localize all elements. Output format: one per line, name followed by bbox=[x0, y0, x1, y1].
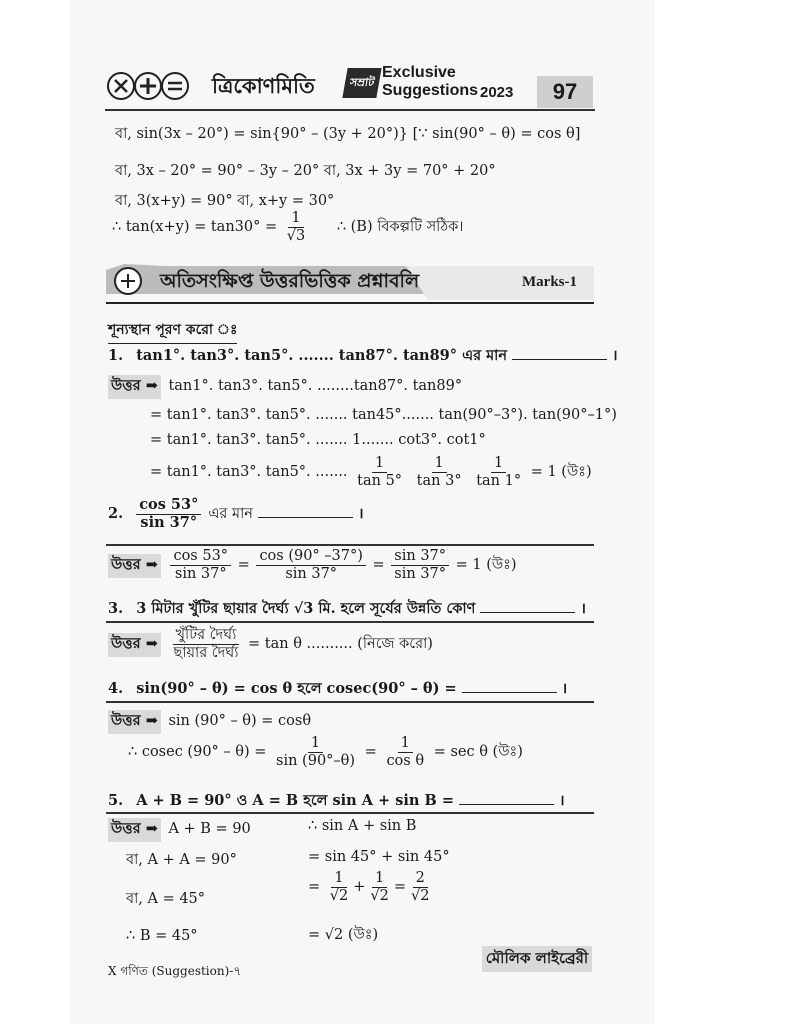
publisher-badge: মৌলিক লাইব্রেরী bbox=[482, 946, 592, 972]
fraction-1-over-root3 bbox=[284, 210, 308, 244]
frac-num: cos (90° –37°) bbox=[256, 548, 365, 566]
question-end: । bbox=[561, 680, 568, 697]
footer-left: X গণিত (Suggestion)-৭ bbox=[108, 964, 242, 978]
frac-den: √2 bbox=[329, 887, 349, 904]
answer-5-line-1 bbox=[108, 818, 251, 842]
question-end: । bbox=[358, 505, 364, 523]
question-number: 1. bbox=[108, 347, 124, 364]
answer-prefix: ∴ cosec (90° – θ) = bbox=[128, 744, 267, 761]
frac-num: 1 bbox=[372, 870, 387, 888]
answer-5-left-4: ∴ B = 45° bbox=[126, 928, 198, 944]
brand-badge: সম্রাট bbox=[342, 68, 381, 98]
answer-5-right-4: = √2 (উঃ) bbox=[308, 927, 379, 943]
frac-num: cos 53° bbox=[136, 497, 201, 515]
question-number: 4. bbox=[108, 680, 124, 697]
answer-label: উত্তর ➡ bbox=[108, 710, 161, 734]
separator bbox=[106, 812, 594, 814]
fill-in-heading: শূন্যস্থান পূরণ করো ঃ bbox=[108, 318, 237, 344]
exclusive-label: Exclusive bbox=[382, 64, 456, 81]
answer-3 bbox=[108, 627, 433, 661]
answer-5-right-1: ∴ sin A + sin B bbox=[308, 818, 417, 834]
question-end: । bbox=[559, 792, 565, 809]
answer-blank bbox=[258, 517, 353, 518]
answer-5-right-2: = sin 45° + sin 45° bbox=[308, 849, 450, 865]
answer-blank bbox=[480, 612, 575, 613]
fraction bbox=[273, 735, 358, 769]
question-1 bbox=[108, 345, 618, 369]
frac-num: 1 bbox=[372, 455, 387, 473]
fraction bbox=[170, 548, 231, 582]
frac-den: tan 3° bbox=[416, 472, 462, 489]
question-end: । bbox=[580, 600, 587, 617]
fraction bbox=[136, 497, 201, 531]
separator bbox=[106, 621, 594, 623]
answer-label: উত্তর ➡ bbox=[108, 818, 161, 842]
frac-num: 1 bbox=[432, 455, 447, 473]
question-text: sin(90° – θ) = cos θ হলে cosec(90° – θ) = bbox=[136, 680, 457, 697]
fraction bbox=[383, 735, 427, 769]
answer-5-left-2: বা, A + A = 90° bbox=[126, 852, 237, 868]
answer-text: tan1°. tan3°. tan5°. ........tan87°. tan89° bbox=[168, 378, 463, 394]
frac-num: 1 bbox=[331, 870, 346, 888]
fraction bbox=[391, 548, 449, 582]
solution-line-3: বা, 3(x+y) = 90° বা, x+y = 30° bbox=[115, 193, 335, 209]
frac-den: cos θ bbox=[386, 752, 425, 769]
answer-5-left-3: বা, A = 45° bbox=[126, 891, 206, 907]
question-number: 2. bbox=[108, 505, 124, 523]
section-title: অতিসংক্ষিপ্ত উত্তরভিত্তিক প্রশ্নাবলি bbox=[160, 270, 420, 292]
answer-label: উত্তর ➡ bbox=[108, 554, 161, 578]
answer-suffix: = sec θ (উঃ) bbox=[433, 744, 523, 761]
answer-label: উত্তর ➡ bbox=[108, 375, 161, 399]
fraction bbox=[354, 455, 405, 489]
frac-num: sin 37° bbox=[391, 548, 449, 566]
fraction bbox=[170, 627, 241, 661]
question-text: A + B = 90° ও A = B হলে sin A + sin B = bbox=[136, 792, 454, 809]
answer-1-line-1 bbox=[108, 375, 462, 399]
fraction bbox=[473, 455, 524, 489]
answer-4-line-2: ∴ cosec (90° – θ) = $\frac{1}{\sin (90^\circ-\theta)}$ = $\frac{1}{\text{cos θ}}$ = sec θ (উঃ) bbox=[128, 735, 523, 769]
frac-num: 1 bbox=[398, 735, 413, 753]
marks-label: Marks-1 bbox=[522, 274, 577, 290]
frac-den: sin 37° bbox=[174, 565, 227, 582]
answer-blank bbox=[512, 359, 607, 360]
answer-blank bbox=[459, 804, 554, 805]
solution-conclusion: ∴ (B) বিকল্পটি সঠিক। bbox=[336, 219, 464, 236]
chapter-title: ত্রিকোণমিতি bbox=[212, 73, 315, 98]
answer-prefix: = tan1°. tan3°. tan5°. ....... bbox=[150, 464, 348, 481]
question-number: 3. bbox=[108, 600, 124, 617]
answer-suffix: = tan θ .......... (নিজে করো) bbox=[248, 636, 433, 653]
fraction bbox=[408, 870, 432, 904]
answer-1-line-3: = tan1°. tan3°. tan5°. ....... 1....... cot3°. cot1° bbox=[150, 432, 486, 448]
separator bbox=[106, 701, 594, 703]
answer-5-right-3: = $\frac{1}{√2}$ + $\frac{1}{√2}$ = $\frac{2}{√2}$ bbox=[308, 870, 434, 904]
section-rule bbox=[106, 302, 594, 304]
year-label: 2023 bbox=[480, 84, 514, 101]
frac-den: sin 37° bbox=[394, 565, 447, 582]
answer-suffix: = 1 (উঃ) bbox=[455, 557, 517, 574]
header-rule bbox=[105, 109, 595, 111]
question-3 bbox=[108, 598, 586, 622]
answer-blank bbox=[462, 692, 557, 693]
frac-den: ছায়ার দৈর্ঘ্য bbox=[173, 644, 239, 661]
fraction bbox=[414, 455, 465, 489]
fraction bbox=[256, 548, 365, 582]
answer-label: উত্তর ➡ bbox=[108, 633, 161, 657]
suggestions-label: Suggestions bbox=[382, 82, 479, 99]
frac-den: sin 37° bbox=[285, 565, 338, 582]
solution-line-4 bbox=[112, 210, 463, 244]
solution-line-1: বা, sin(3x – 20°) = sin{90° – (3y + 20°)} [∵ sin(90° – θ) = cos θ] bbox=[115, 126, 581, 142]
frac-den: √2 bbox=[411, 887, 430, 904]
question-text: এর মান bbox=[208, 506, 253, 523]
question-5 bbox=[108, 790, 565, 814]
frac-den: sin (90°–θ) bbox=[276, 752, 356, 769]
fraction bbox=[327, 870, 351, 904]
answer-1-line-2: = tan1°. tan3°. tan5°. ....... tan45°....... tan(90°–3°). tan(90°–1°) bbox=[150, 407, 617, 423]
answer-4-line-1 bbox=[108, 710, 311, 734]
answer-2: উত্তর ➡ $\frac{\cos 53^\circ}{\sin 37^\circ}$ = $\frac{\cos (90^\circ -37^\circ)}{\sin 37^\circ}$ = $\frac{\sin 37^\circ}{\sin 37^\circ}$ = 1 (উঃ) bbox=[108, 548, 517, 582]
frac-num: 1 bbox=[308, 735, 323, 753]
frac-num: 2 bbox=[413, 870, 428, 888]
frac-den: √3 bbox=[286, 227, 306, 244]
frac-num: 1 bbox=[491, 455, 506, 473]
separator bbox=[106, 544, 594, 546]
answer-text: A + B = 90 bbox=[168, 821, 251, 837]
solution-line-2: বা, 3x – 20° = 90° – 3y – 20° বা, 3x + 3y = 70° + 20° bbox=[115, 163, 496, 179]
answer-1-line-4 bbox=[150, 455, 592, 489]
question-4 bbox=[108, 678, 567, 702]
question-2 bbox=[108, 497, 364, 531]
question-end: । bbox=[612, 347, 618, 364]
frac-num: 1 bbox=[288, 210, 303, 228]
frac-num: cos 53° bbox=[170, 548, 231, 566]
math-symbols-logo-icon bbox=[105, 70, 191, 102]
frac-num: খুঁটির দৈর্ঘ্য bbox=[173, 627, 240, 645]
fraction bbox=[367, 870, 391, 904]
frac-den: √2 bbox=[370, 887, 389, 904]
question-text: 3 মিটার খুঁটির ছায়ার দৈর্ঘ্য √3 মি. হলে সূর্যের উন্নতি কোণ bbox=[136, 600, 476, 617]
answer-text: sin (90° – θ) = cosθ bbox=[168, 713, 312, 729]
frac-den: tan 5° bbox=[357, 472, 403, 489]
question-number: 5. bbox=[108, 792, 124, 809]
frac-den: tan 1° bbox=[476, 472, 522, 489]
question-text: tan1°. tan3°. tan5°. ....... tan87°. tan89° এর মান bbox=[136, 347, 508, 364]
frac-den: sin 37° bbox=[140, 513, 198, 531]
solution-tan-lhs: ∴ tan(x+y) = tan30° = bbox=[112, 219, 278, 236]
answer-suffix: = 1 (উঃ) bbox=[530, 464, 592, 481]
page-number: 97 bbox=[537, 76, 593, 108]
